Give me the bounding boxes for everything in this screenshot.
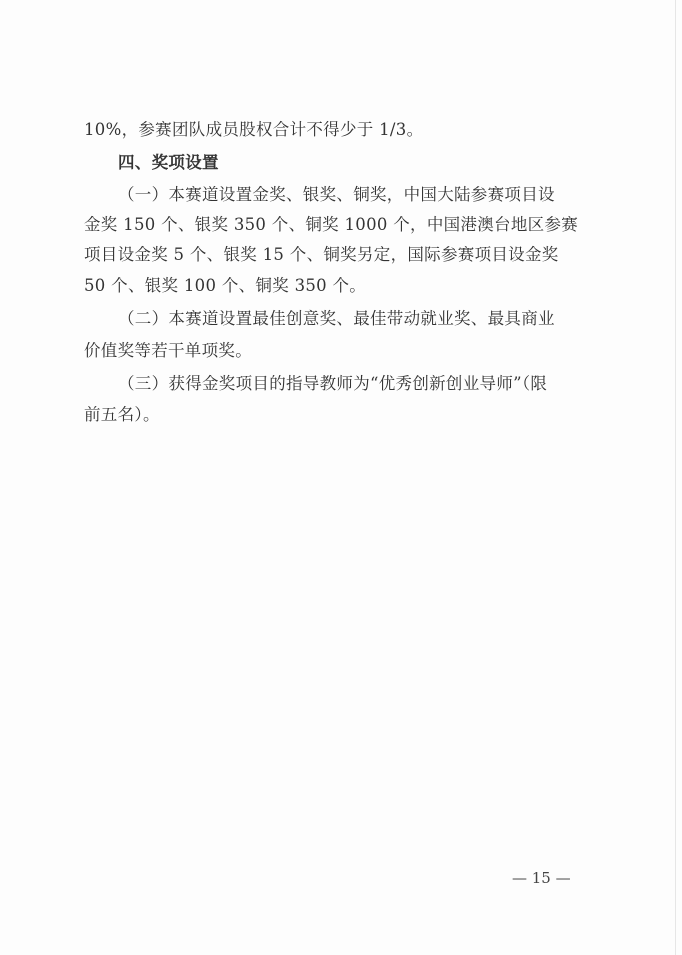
page-number: — 15 — <box>512 869 571 887</box>
paragraph-line-7: （二）本赛道设置最佳创意奖、最佳带动就业奖、最具商业 <box>118 309 555 328</box>
paragraph-line-9: （三）获得金奖项目的指导教师为“优秀创新创业导师”（限 <box>118 374 548 393</box>
paragraph-line-4: 金奖 150 个、银奖 350 个、铜奖 1000 个，中国港澳台地区参赛 <box>84 215 579 234</box>
paragraph-line-5: 项目设金奖 5 个、银奖 15 个、铜奖另定，国际参赛项目设金奖 <box>84 245 559 264</box>
paragraph-line-6: 50 个、银奖 100 个、铜奖 350 个。 <box>84 276 367 295</box>
section-heading-awards: 四、奖项设置 <box>118 153 219 172</box>
page-edge-divider <box>675 0 676 955</box>
paragraph-line-1: 10%，参赛团队成员股权合计不得少于 1/3。 <box>84 120 424 139</box>
paragraph-line-8: 价值奖等若干单项奖。 <box>84 341 252 360</box>
paragraph-line-3: （一）本赛道设置金奖、银奖、铜奖，中国大陆参赛项目设 <box>118 185 555 204</box>
paragraph-line-10: 前五名）。 <box>84 405 160 424</box>
